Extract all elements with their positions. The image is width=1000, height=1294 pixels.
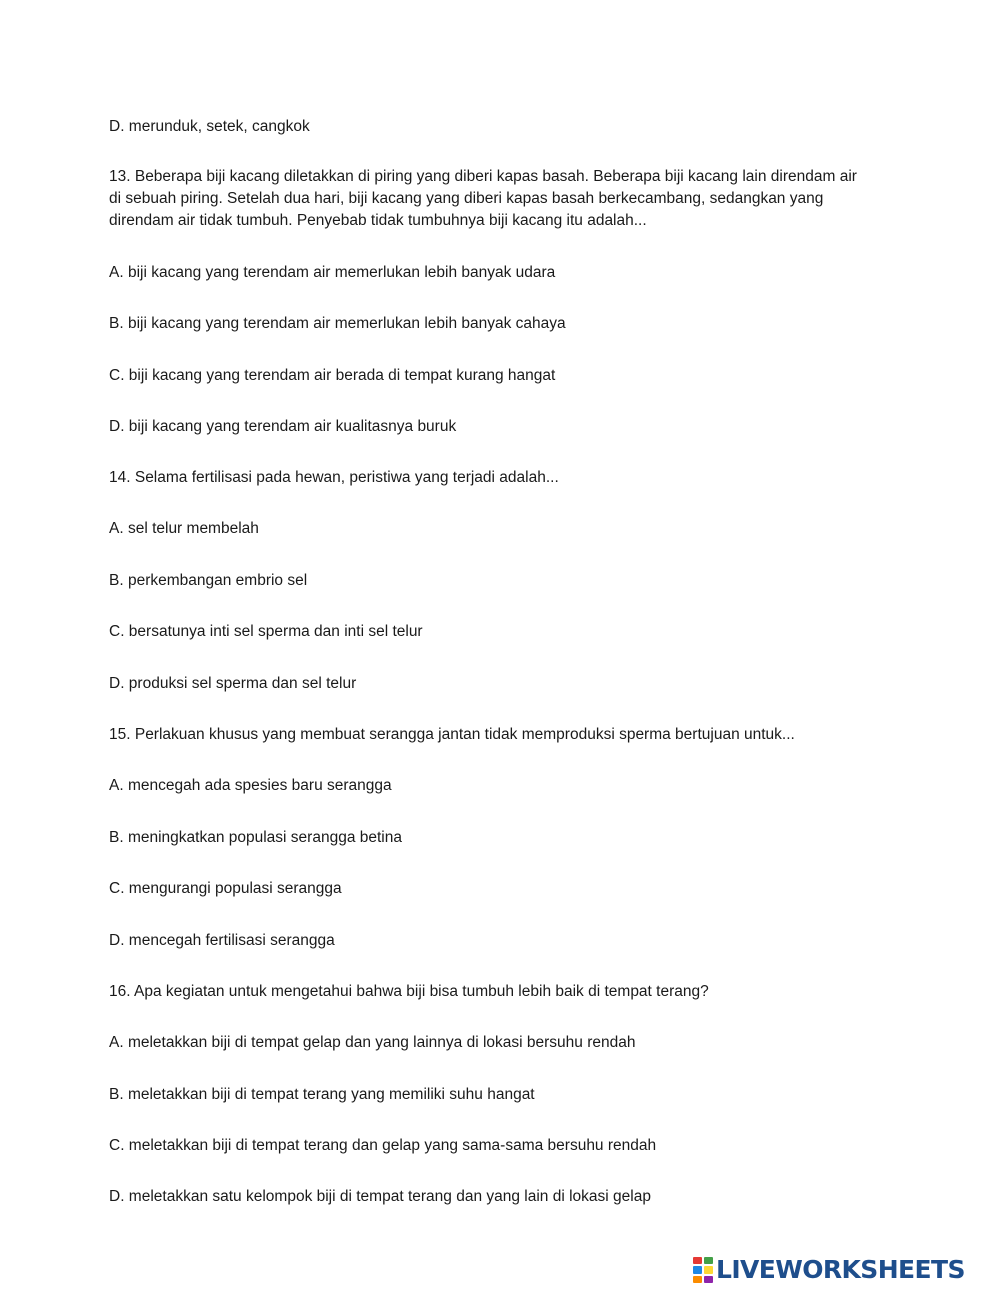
q14-option-b: B. perkembangan embrio sel [109,572,308,589]
liveworksheets-logo[interactable] [693,1256,965,1284]
q15-option-d: D. mencegah fertilisasi serangga [109,932,335,949]
q13-question [109,166,909,232]
liveworksheets-brand-text: LIVEWORKSHEETS [716,1255,965,1284]
q16-option-b: B. meletakkan biji di tempat terang yang memiliki suhu hangat [109,1086,535,1103]
q13-option-c: C. biji kacang yang terendam air berada di tempat kurang hangat [109,367,556,384]
q13-question-line-2: di sebuah piring. Setelah dua hari, biji kacang yang diberi kapas basah berkecambang, sedangkan yang [109,190,824,207]
q16-question: 16. Apa kegiatan untuk mengetahui bahwa biji bisa tumbuh lebih baik di tempat terang? [109,983,709,1000]
q13-option-d: D. biji kacang yang terendam air kualitasnya buruk [109,418,457,435]
q15-option-b: B. meningkatkan populasi serangga betina [109,829,402,846]
q14-option-a: A. sel telur membelah [109,520,259,537]
q12-option-d: D. merunduk, setek, cangkok [109,118,310,135]
q16-option-a: A. meletakkan biji di tempat gelap dan yang lainnya di lokasi bersuhu rendah [109,1034,636,1051]
q14-option-c: C. bersatunya inti sel sperma dan inti sel telur [109,623,423,640]
q16-option-c: C. meletakkan biji di tempat terang dan gelap yang sama-sama bersuhu rendah [109,1137,657,1154]
q15-option-a: A. mencegah ada spesies baru serangga [109,777,392,794]
q14-question: 14. Selama fertilisasi pada hewan, peristiwa yang terjadi adalah... [109,469,559,486]
q13-option-b: B. biji kacang yang terendam air memerlukan lebih banyak cahaya [109,315,566,332]
q13-option-a: A. biji kacang yang terendam air memerlukan lebih banyak udara [109,264,556,281]
q15-question: 15. Perlakuan khusus yang membuat serangga jantan tidak memproduksi sperma bertujuan untuk... [109,726,795,743]
q13-question-line-1: 13. Beberapa biji kacang diletakkan di piring yang diberi kapas basah. Beberapa biji kacang lain direndam air [109,168,857,185]
q14-option-d: D. produksi sel sperma dan sel telur [109,675,357,692]
q15-option-c: C. mengurangi populasi serangga [109,880,342,897]
liveworksheets-logo-icon [693,1257,713,1283]
q16-option-d: D. meletakkan satu kelompok biji di tempat terang dan yang lain di lokasi gelap [109,1188,651,1205]
q13-question-line-3: direndam air tidak tumbuh. Penyebab tidak tumbuhnya biji kacang itu adalah... [109,212,647,229]
